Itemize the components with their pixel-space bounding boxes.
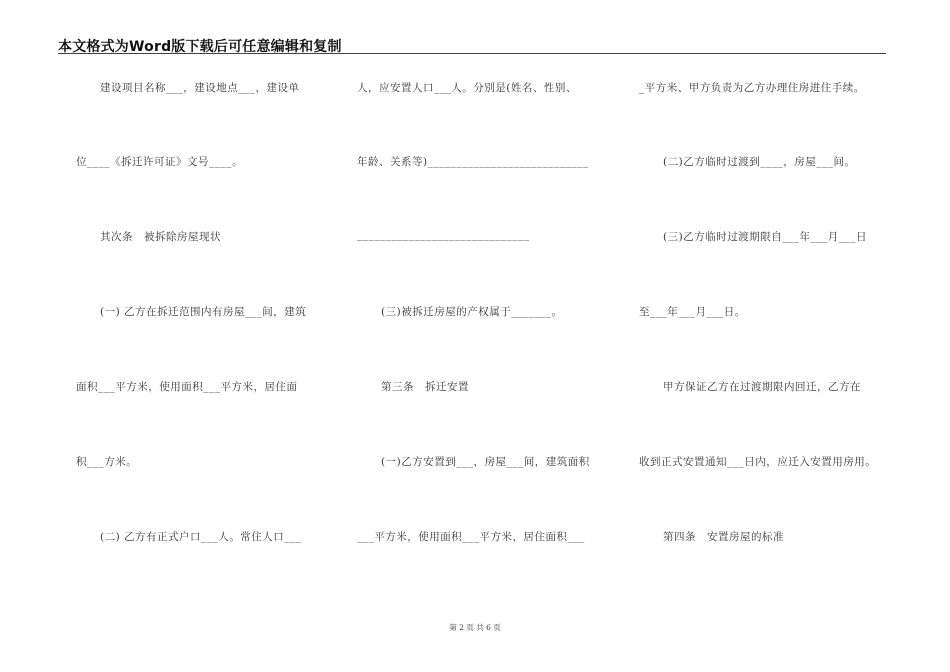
text-line: 建设项目名称___，建设地点___，建设单 <box>100 82 300 94</box>
text-line: 人，应安置人口___人。分别是(姓名、性别、 <box>357 82 577 94</box>
text-line: (二) 乙方有正式户口___人。常住人口___ <box>100 531 302 543</box>
page-number: 第 2 页 共 6 页 <box>449 623 501 632</box>
text-line: 积___方米。 <box>76 456 138 468</box>
text-line: 位____《拆迁许可证》文号____。 <box>76 156 243 168</box>
section-heading: 其次条 被拆除房屋现状 <box>100 231 221 243</box>
text-line: 年龄、关系等)____________________________ <box>357 156 589 168</box>
text-line: (三)被拆迁房屋的产权属于_______。 <box>381 306 563 318</box>
section-heading: 第四条 安置房屋的标准 <box>663 531 784 543</box>
header-title: 本文格式为Word版下载后可任意编辑和复制 <box>58 39 342 55</box>
text-line: (一) 乙方在拆迁范围内有房屋___间，建筑 <box>100 306 307 318</box>
text-line: (一)乙方安置到___，房屋___间，建筑面积 <box>381 456 590 468</box>
section-heading: 第三条 拆迁安置 <box>381 381 469 393</box>
text-line: (三)乙方临时过渡期限自___年___月___日 <box>663 231 867 243</box>
text-line: _平方米、甲方负责为乙方办理住房进住手续。 <box>639 82 865 94</box>
text-line: (二)乙方临时过渡到____，房屋___间。 <box>663 156 856 168</box>
text-line: ___平方米，使用面积___平方米，居住面积___ <box>357 531 585 543</box>
text-line: 甲方保证乙方在过渡期限内回迁，乙方在 <box>663 381 861 393</box>
text-line: 收到正式安置通知___日内，应迁入安置用房用。 <box>639 456 877 468</box>
text-line: 至___年___月___日。 <box>639 306 746 318</box>
blank-fill-line: ______________________________ <box>357 229 530 241</box>
text-line: 面积___平方米，使用面积___平方米，居住面 <box>76 381 298 393</box>
